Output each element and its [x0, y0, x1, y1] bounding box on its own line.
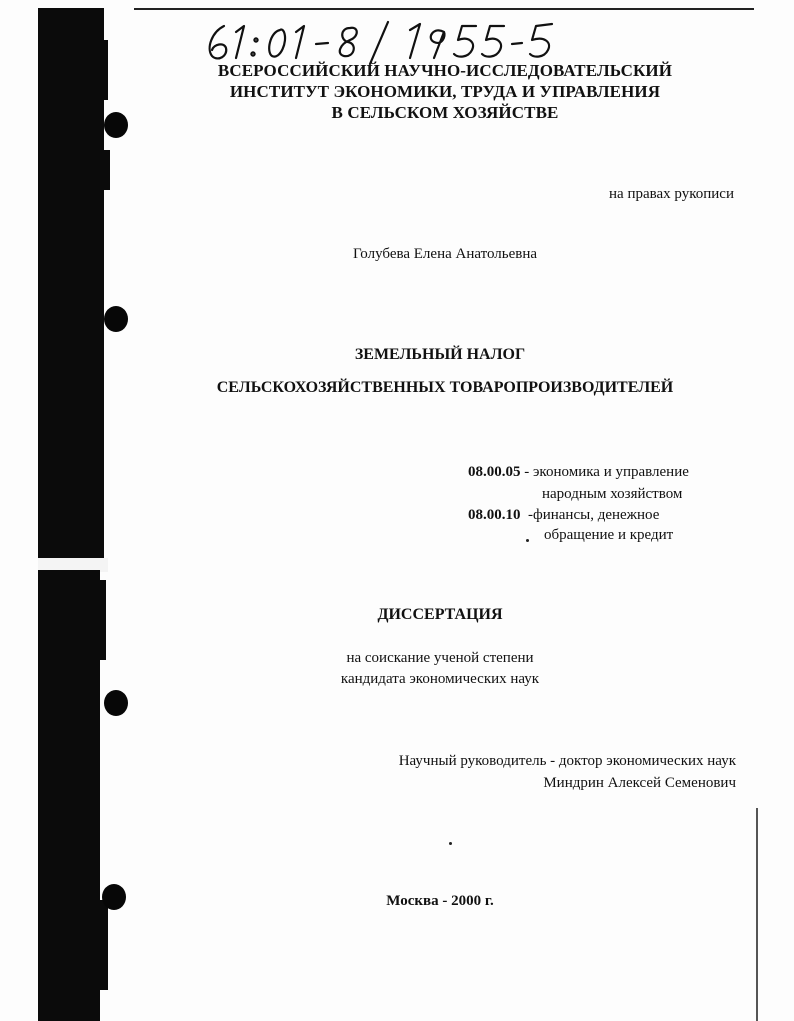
- supervisor-name: Миндрин Алексей Семенович: [543, 775, 736, 791]
- specialty-1: [468, 464, 689, 481]
- scan-top-edge: [134, 8, 754, 10]
- scan-speck: [449, 842, 452, 845]
- specialty-1-continuation: народным хозяйством: [542, 486, 683, 502]
- document-type: ДИССЕРТАЦИЯ: [377, 606, 503, 623]
- scan-right-edge: [756, 808, 758, 1021]
- specialty-2-name: -финансы, денежное: [520, 507, 660, 523]
- scan-edge-fragment: [96, 900, 108, 990]
- thesis-title-line-2: СЕЛЬСКОХОЗЯЙСТВЕННЫХ ТОВАРОПРОИЗВОДИТЕЛЕЙ: [216, 379, 674, 396]
- punch-hole: [102, 884, 126, 910]
- thesis-title-line-1: ЗЕМЕЛЬНЫЙ НАЛОГ: [354, 346, 526, 363]
- punch-hole: [104, 306, 128, 332]
- author-name: Голубева Елена Анатольевна: [352, 246, 538, 262]
- specialty-2: [468, 507, 659, 524]
- institute-line-2: ИНСТИТУТ ЭКОНОМИКИ, ТРУДА И УПРАВЛЕНИЯ: [229, 82, 661, 101]
- institute-line-3: В СЕЛЬСКОМ ХОЗЯЙСТВЕ: [331, 103, 559, 122]
- place-year: Москва - 2000 г.: [386, 893, 494, 909]
- handwritten-catalog-number: [200, 18, 560, 66]
- scan-binding-strip: [38, 8, 104, 560]
- supervisor-title: Научный руководитель - доктор экономических наук: [398, 753, 736, 769]
- manuscript-note: на правах рукописи: [609, 186, 734, 202]
- specialty-2-continuation: обращение и кредит: [544, 527, 674, 543]
- specialty-1-code: 08.00.05: [468, 464, 521, 480]
- scan-binding-strip-lower: [38, 570, 100, 1021]
- degree-statement: [290, 648, 590, 690]
- punch-hole: [104, 112, 128, 138]
- handwritten-catalog-number-strokes: [200, 18, 560, 66]
- scan-edge-fragment: [100, 150, 110, 190]
- specialty-1-name: - экономика и управление: [520, 464, 689, 480]
- degree-line-1: на соискание ученой степени: [346, 650, 534, 666]
- supervisor-block: [300, 750, 736, 794]
- scan-edge-fragment: [100, 40, 108, 100]
- specialty-2-code: 08.00.10: [468, 507, 521, 523]
- institute-line-1: ВСЕРОССИЙСКИЙ НАУЧНО-ИССЛЕДОВАТЕЛЬСКИЙ: [217, 61, 673, 80]
- scan-edge-fragment: [100, 580, 106, 660]
- institute-header: [180, 60, 710, 123]
- punch-hole: [104, 690, 128, 716]
- scan-speck: [526, 539, 529, 542]
- degree-line-2: кандидата экономических наук: [340, 671, 540, 687]
